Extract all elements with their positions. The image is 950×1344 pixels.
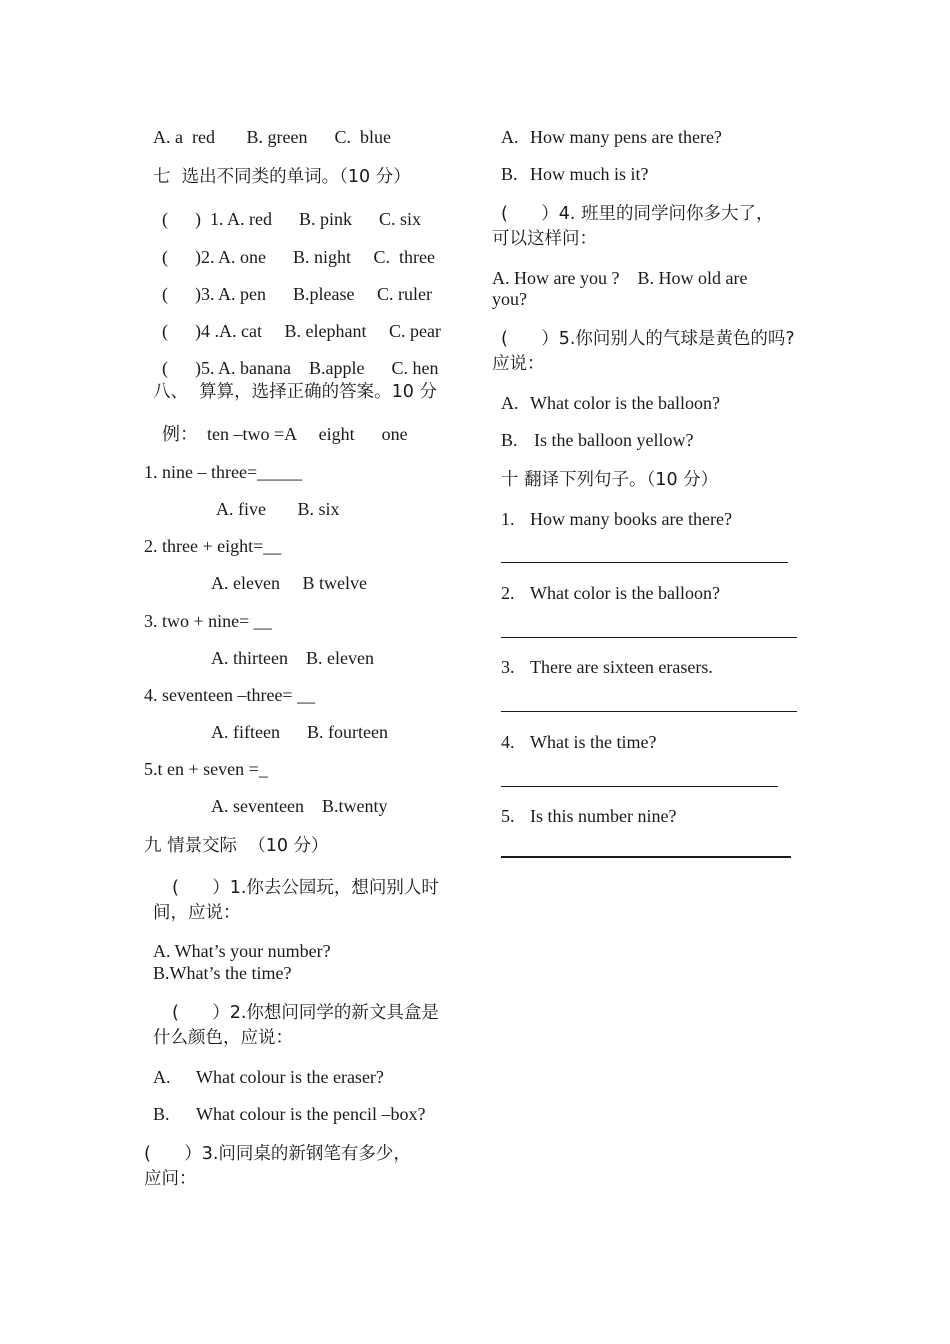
sec8-q4-options: A. fifteen B. fourteen: [211, 722, 388, 742]
sec9-q2-option-a: What colour is the eraser?: [196, 1067, 384, 1087]
sec9-q4-options-cont: you?: [492, 289, 527, 309]
section-7-title: 七 选出不同类的单词。（10 分）: [153, 167, 411, 187]
sec9-q2-line1: ( ）2.你想问同学的新文具盒是: [172, 1003, 439, 1023]
sec10-item-2-number: 2.: [501, 583, 515, 603]
sec10-item-4-number: 4.: [501, 732, 515, 752]
sec8-q3-options: A. thirteen B. eleven: [211, 648, 374, 668]
sec9-q3-option-b-letter: B.: [501, 164, 518, 184]
sec10-item-4-text: What is the time?: [530, 732, 657, 752]
sec8-q2: 2. three + eight=__: [144, 536, 282, 556]
sec7-item-3: ( )3. A. pen B.please C. ruler: [162, 284, 432, 304]
sec9-q5-option-b-letter: B.: [501, 430, 518, 450]
sec9-q4-options: A. How are you ? B. How old are: [492, 268, 748, 288]
section-9-title: 九 情景交际 （10 分）: [144, 836, 329, 856]
sec10-item-5-number: 5.: [501, 806, 515, 826]
sec8-example: 例： ten –two =A eight one: [162, 424, 408, 444]
section-8-title: 八、 算算，选择正确的答案。10 分: [153, 382, 437, 402]
sec9-q2-option-b: What colour is the pencil –box?: [196, 1104, 426, 1124]
answer-line-3[interactable]: [501, 711, 797, 712]
sec10-item-3-text: There are sixteen erasers.: [530, 657, 713, 677]
sec7-item-5: ( )5. A. banana B.apple C. hen: [162, 358, 439, 378]
sec9-q5-option-b: Is the balloon yellow?: [534, 430, 694, 450]
sec9-q3-option-a-letter: A.: [501, 127, 519, 147]
sec9-q3-line2: 应问：: [144, 1169, 197, 1189]
answer-line-1[interactable]: [501, 562, 788, 563]
sec9-q5-line2: 应说：: [492, 354, 545, 374]
sec10-item-2-text: What color is the balloon?: [530, 583, 720, 603]
sec9-q2-line2: 什么颜色，应说：: [153, 1028, 293, 1048]
sec7-item-1: ( ) 1. A. red B. pink C. six: [162, 209, 421, 229]
sec9-q4-line2: 可以这样问：: [492, 229, 597, 249]
sec7-item-2: ( )2. A. one B. night C. three: [162, 247, 435, 267]
sec9-q5-option-a: What color is the balloon?: [530, 393, 720, 413]
sec9-q1-line2: 间，应说：: [153, 903, 241, 923]
sec8-q5: 5.t en + seven =_: [144, 759, 268, 779]
sec9-q3-option-a: How many pens are there?: [530, 127, 722, 147]
sec9-q3-option-b: How much is it?: [530, 164, 649, 184]
answer-line-2[interactable]: [501, 637, 797, 638]
sec8-q3: 3. two + nine= __: [144, 611, 272, 631]
sec10-item-5-text: Is this number nine?: [530, 806, 677, 826]
sec9-q5-line1: ( ）5.你问别人的气球是黄色的吗?: [501, 329, 795, 349]
sec8-q1: 1. nine – three=_____: [144, 462, 303, 482]
sec8-q4: 4. seventeen –three= __: [144, 685, 316, 705]
q6-tail-options: A. a red B. green C. blue: [153, 127, 391, 147]
sec9-q1-option-b: B.What’s the time?: [153, 963, 292, 983]
answer-line-4[interactable]: [501, 786, 778, 787]
sec10-item-3-number: 3.: [501, 657, 515, 677]
sec10-item-1-number: 1.: [501, 509, 515, 529]
sec9-q2-option-b-letter: B.: [153, 1104, 170, 1124]
sec7-item-4: ( )4 .A. cat B. elephant C. pear: [162, 321, 441, 341]
sec8-q1-options: A. five B. six: [216, 499, 340, 519]
sec8-q2-options: A. eleven B twelve: [211, 573, 367, 593]
section-10-title: 十 翻译下列句子。（10 分）: [501, 470, 719, 490]
sec9-q1-line1: ( ）1.你去公园玩，想问别人时: [172, 878, 439, 898]
sec8-q5-options: A. seventeen B.twenty: [211, 796, 388, 816]
sec10-item-1-text: How many books are there?: [530, 509, 732, 529]
answer-line-5[interactable]: [501, 856, 791, 858]
sec9-q2-option-a-letter: A.: [153, 1067, 171, 1087]
sec9-q5-option-a-letter: A.: [501, 393, 519, 413]
sec9-q3-line1: ( ）3.问同桌的新钢笔有多少，: [144, 1144, 411, 1164]
sec9-q4-line1: ( ）4. 班里的同学问你多大了，: [501, 204, 774, 224]
sec9-q1-option-a: A. What’s your number?: [153, 941, 331, 961]
